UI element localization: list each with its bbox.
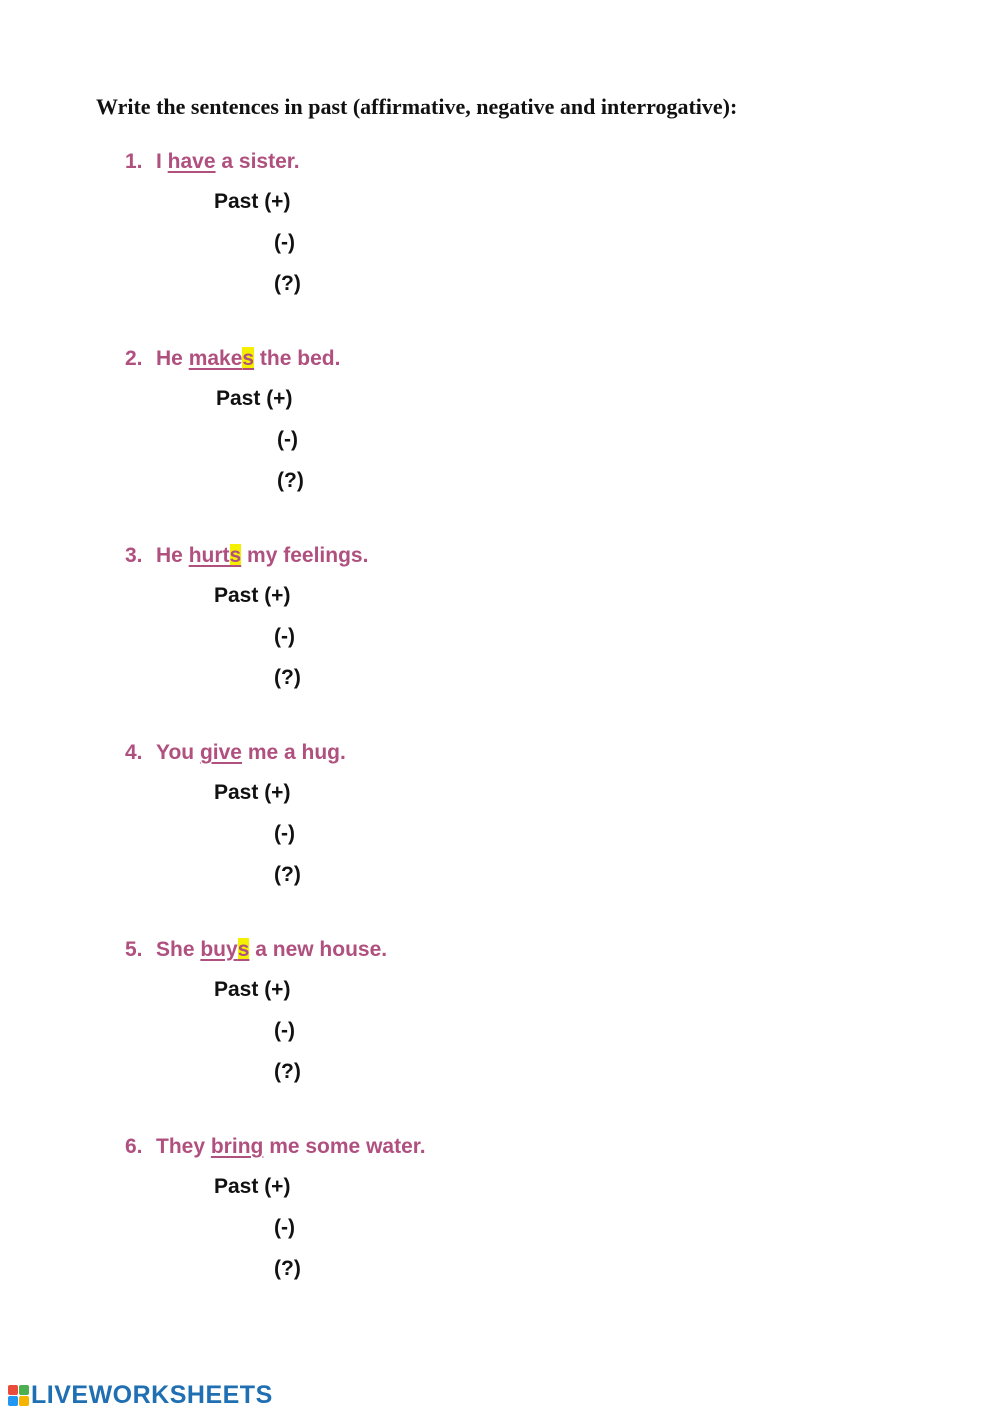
sentence-1: 1. I have a sister. bbox=[125, 150, 300, 173]
interrogative-label: (?) bbox=[274, 272, 301, 295]
sentence-6: 6. They bring me some water. bbox=[125, 1135, 426, 1158]
item-number: 2. bbox=[125, 347, 143, 370]
verb: buys bbox=[200, 938, 250, 961]
interrogative-label: (?) bbox=[274, 666, 301, 689]
negative-label: (-) bbox=[274, 822, 295, 845]
sentence-5: 5. She buys a new house. bbox=[125, 938, 388, 961]
verb: makes bbox=[188, 347, 255, 370]
item-number: 5. bbox=[125, 938, 143, 961]
past-affirmative-label: Past (+) bbox=[214, 781, 291, 804]
verb: give bbox=[199, 741, 242, 764]
interrogative-label: (?) bbox=[277, 469, 304, 492]
interrogative-label: (?) bbox=[274, 1257, 301, 1280]
past-affirmative-label: Past (+) bbox=[214, 584, 291, 607]
negative-label: (-) bbox=[274, 1216, 295, 1239]
verb: hurts bbox=[188, 544, 242, 567]
instruction-heading: Write the sentences in past (affirmative, negative and interrogative): bbox=[96, 94, 738, 119]
exercise-item-2 bbox=[0, 347, 1000, 527]
verb: have bbox=[167, 150, 216, 173]
negative-label: (-) bbox=[274, 625, 295, 648]
exercise-item-6 bbox=[0, 1135, 1000, 1315]
verb: bring bbox=[210, 1135, 264, 1158]
exercise-item-3 bbox=[0, 544, 1000, 724]
negative-label: (-) bbox=[277, 428, 298, 451]
past-affirmative-label: Past (+) bbox=[214, 978, 291, 1001]
exercise-item-4 bbox=[0, 741, 1000, 921]
negative-label: (-) bbox=[274, 1019, 295, 1042]
past-affirmative-label: Past (+) bbox=[214, 1175, 291, 1198]
sentence-2: 2. He makes the bed. bbox=[125, 347, 341, 370]
item-number: 3. bbox=[125, 544, 143, 567]
logo-blocks-icon bbox=[8, 1385, 29, 1406]
exercise-item-5 bbox=[0, 938, 1000, 1118]
interrogative-label: (?) bbox=[274, 1060, 301, 1083]
exercise-item-1 bbox=[0, 150, 1000, 330]
interrogative-label: (?) bbox=[274, 863, 301, 886]
past-affirmative-label: Past (+) bbox=[214, 190, 291, 213]
sentence-4: 4. You give me a hug. bbox=[125, 741, 346, 764]
item-number: 6. bbox=[125, 1135, 143, 1158]
item-number: 4. bbox=[125, 741, 143, 764]
item-number: 1. bbox=[125, 150, 143, 173]
past-affirmative-label: Past (+) bbox=[216, 387, 293, 410]
logo-text: LIVEWORKSHEETS bbox=[31, 1380, 273, 1409]
sentence-3: 3. He hurts my feelings. bbox=[125, 544, 369, 567]
liveworksheets-logo bbox=[8, 1381, 273, 1409]
negative-label: (-) bbox=[274, 231, 295, 254]
